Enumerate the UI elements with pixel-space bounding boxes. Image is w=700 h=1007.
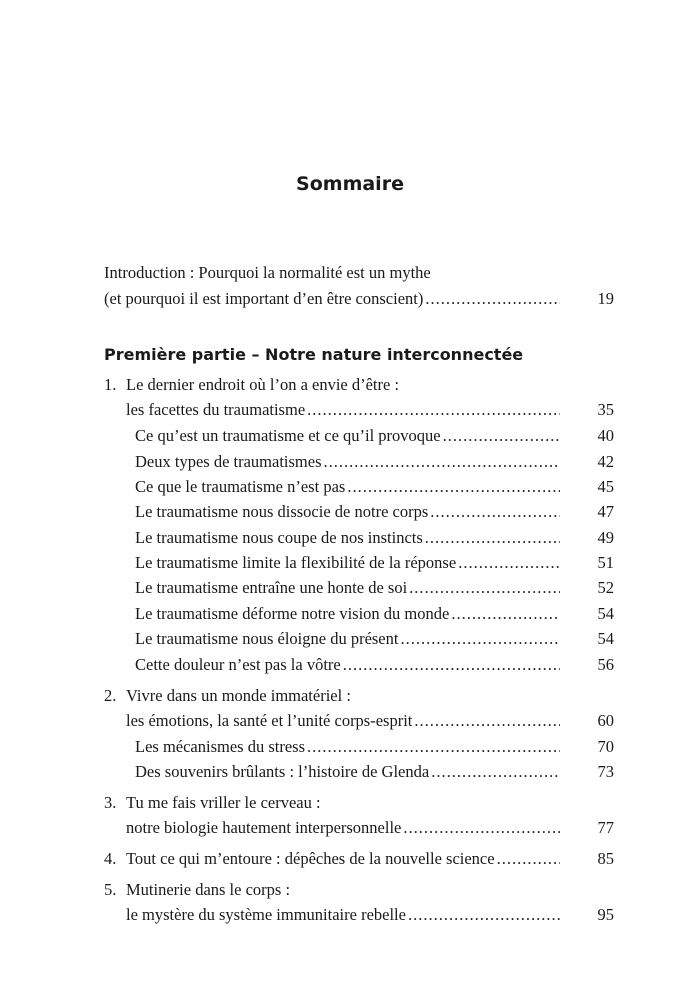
chapter-3-line-2: [126, 818, 560, 838]
section-1-6: [135, 553, 560, 573]
chapter-4-page-number: 85: [597, 849, 614, 868]
section-1-4: [135, 502, 560, 522]
chapter-3-subtitle: notre biologie hautement interpersonnelle: [126, 818, 402, 837]
chapter-5-line-1: [104, 880, 290, 900]
section-1-10-page-number: 56: [597, 655, 614, 674]
chapter-3-number: 3.: [104, 793, 117, 812]
section-2-2-label: Des souvenirs brûlants : l’histoire de Glenda: [135, 762, 430, 781]
section-1-4-page-number: 47: [597, 502, 614, 521]
section-1-7: [135, 578, 560, 598]
section-1-1: [135, 426, 560, 446]
intro-line-2: [104, 289, 560, 309]
section-1-5-label: Le traumatisme nous coupe de nos instincts: [135, 528, 423, 547]
section-1-10: [135, 655, 560, 675]
section-1-5: [135, 528, 560, 548]
chapter-4-title: Tout ce qui m’entoure : dépêches de la nouvelle science: [126, 849, 495, 868]
section-1-9-label: Le traumatisme nous éloigne du présent: [135, 629, 399, 648]
section-1-1-label: Ce qu’est un traumatisme et ce qu’il provoque: [135, 426, 441, 445]
section-1-3: [135, 477, 560, 497]
dot-leader: [443, 426, 560, 446]
section-1-6-label: Le traumatisme limite la flexibilité de la réponse: [135, 553, 457, 572]
section-1-2-label: Deux types de traumatismes: [135, 452, 322, 471]
dot-leader: [400, 629, 560, 649]
dot-leader: [451, 604, 560, 624]
chapter-1-number: 1.: [104, 375, 117, 394]
chapter-2-line-2: [126, 711, 560, 731]
section-1-9: [135, 629, 560, 649]
chapter-2-subtitle: les émotions, la santé et l’unité corps-esprit: [126, 711, 413, 730]
chapter-1-line-2: [126, 400, 560, 420]
chapter-4-line-1: [104, 849, 560, 869]
section-1-8-label: Le traumatisme déforme notre vision du monde: [135, 604, 450, 623]
dot-leader: [414, 711, 560, 731]
chapter-3-page-number: 77: [597, 818, 614, 837]
section-2-1: [135, 737, 560, 757]
chapter-1-subtitle: les facettes du traumatisme: [126, 400, 306, 419]
chapter-1-page-number: 35: [597, 400, 614, 419]
chapter-5-line-2: [126, 905, 560, 925]
section-1-7-page-number: 52: [597, 578, 614, 597]
chapter-5-number: 5.: [104, 880, 117, 899]
section-1-6-page-number: 51: [597, 553, 614, 572]
dot-leader: [425, 528, 560, 548]
dot-leader: [430, 502, 560, 522]
section-1-5-page-number: 49: [597, 528, 614, 547]
dot-leader: [343, 655, 560, 675]
chapter-2-page-number: 60: [597, 711, 614, 730]
section-1-2-page-number: 42: [597, 452, 614, 471]
intro-line-1: Introduction : Pourquoi la normalité est un mythe: [104, 263, 431, 282]
chapter-2-title: Vivre dans un monde immatériel :: [126, 686, 351, 705]
section-2-1-page-number: 70: [597, 737, 614, 756]
dot-leader: [347, 477, 560, 497]
dot-leader: [409, 578, 560, 598]
section-2-2-page-number: 73: [597, 762, 614, 781]
chapter-3-title: Tu me fais vriller le cerveau :: [126, 793, 321, 812]
section-1-9-page-number: 54: [597, 629, 614, 648]
chapter-2-line-1: [104, 686, 351, 706]
section-1-3-page-number: 45: [597, 477, 614, 496]
section-1-8-page-number: 54: [597, 604, 614, 623]
chapter-3-line-1: [104, 793, 321, 813]
chapter-2-number: 2.: [104, 686, 117, 705]
dot-leader: [307, 400, 560, 420]
dot-leader: [497, 849, 560, 869]
chapter-1-title: Le dernier endroit où l’on a envie d’être :: [126, 375, 400, 394]
dot-leader: [425, 289, 560, 309]
chapter-5-page-number: 95: [597, 905, 614, 924]
chapter-4-number: 4.: [104, 849, 117, 868]
page-title: Sommaire: [296, 173, 404, 195]
section-1-4-label: Le traumatisme nous dissocie de notre corps: [135, 502, 429, 521]
section-1-1-page-number: 40: [597, 426, 614, 445]
intro-page-number: 19: [597, 289, 614, 308]
intro-line-2-text: (et pourquoi il est important d’en être conscient): [104, 289, 424, 308]
chapter-1-line-1: [104, 375, 399, 395]
section-1-3-label: Ce que le traumatisme n’est pas: [135, 477, 346, 496]
dot-leader: [408, 905, 560, 925]
section-2-1-label: Les mécanismes du stress: [135, 737, 306, 756]
dot-leader: [403, 818, 560, 838]
part-1-title: Première partie – Notre nature interconnectée: [104, 345, 524, 364]
chapter-5-subtitle: le mystère du système immunitaire rebelle: [126, 905, 406, 924]
section-1-10-label: Cette douleur n’est pas la vôtre: [135, 655, 341, 674]
section-2-2: [135, 762, 560, 782]
section-1-2: [135, 452, 560, 472]
dot-leader: [458, 553, 560, 573]
dot-leader: [324, 452, 561, 472]
section-1-7-label: Le traumatisme entraîne une honte de soi: [135, 578, 408, 597]
dot-leader: [431, 762, 560, 782]
section-1-8: [135, 604, 560, 624]
chapter-5-title: Mutinerie dans le corps :: [126, 880, 291, 899]
dot-leader: [307, 737, 560, 757]
